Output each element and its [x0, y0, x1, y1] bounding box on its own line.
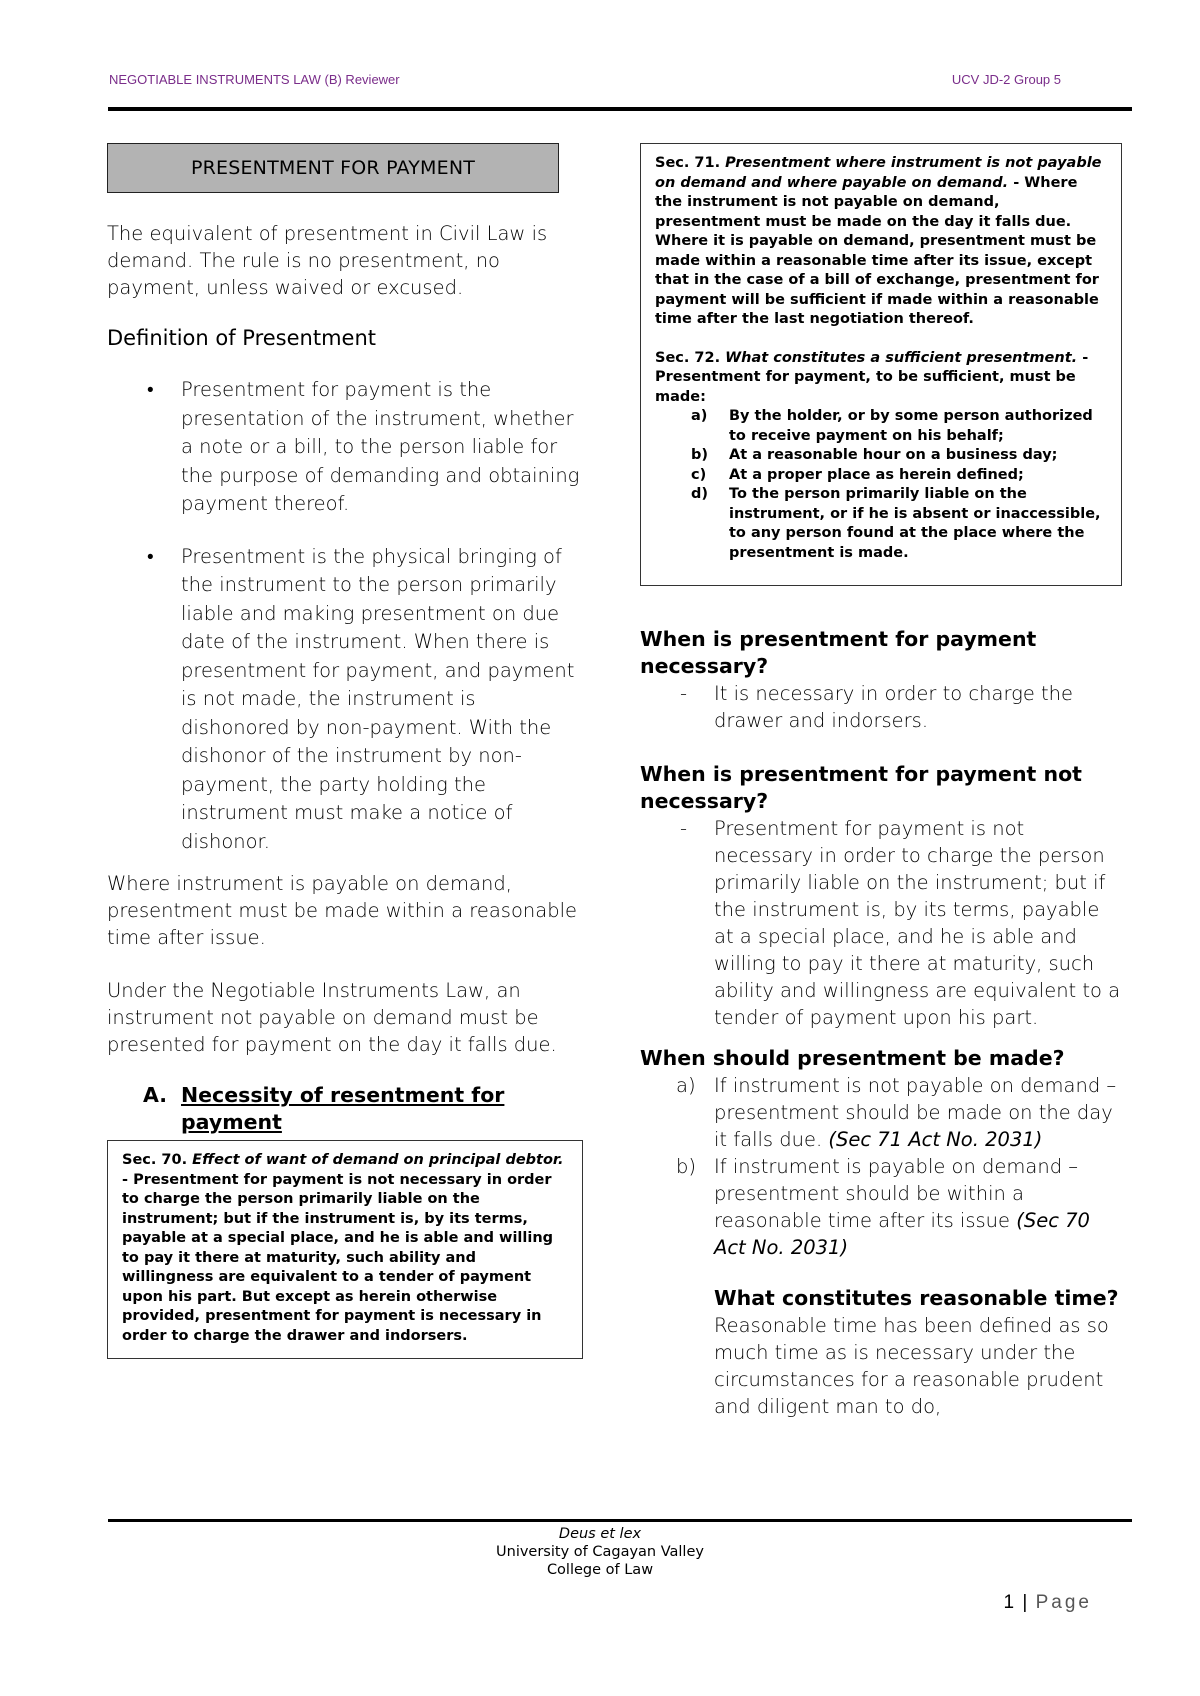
- sec70-title: Effect of want of demand on principal debtor.: [187, 1152, 564, 1168]
- answer-item: [640, 815, 1123, 1031]
- sec72-text: [655, 349, 1109, 408]
- sec70-box: [107, 1140, 583, 1359]
- header-doc-title: NEGOTIABLE INSTRUMENTS LAW (B) Reviewer: [109, 72, 400, 87]
- sec71-body: - Where the instrument is not payable on demand, presentment must be made on the day it falls due. Where it is payable on demand, presentment must be made within a reasonable time after its issue, except that in the case of a bill of exchange, presentment for payment will be sufficient if made within a reasonable time after the last negotiation thereof.: [655, 174, 1099, 327]
- item-text: To the person primarily liable on the instrument, or if he is absent or inaccessible, to any person found at the place where the presentment is made.: [729, 486, 1101, 561]
- bullet-text: Presentment is the physical bringing of the instrument to the person primarily liable and making presentment on due date of the instrument. When there is presentment for payment, and payment is not made, the instrument is dishonored by non-payment. With the dishonor of the instrument by non-payment, the party holding the instrument must make a notice of dishonor.: [181, 544, 575, 853]
- left-column: [107, 143, 587, 1359]
- footer-college: College of Law: [546, 1562, 654, 1578]
- item-letter: b): [691, 447, 709, 463]
- page-number-value: 1: [1003, 1592, 1015, 1613]
- answer-text: It is necessary in order to charge the drawer and indorsers.: [714, 682, 1074, 732]
- answer-necessary: [640, 680, 1123, 734]
- dash-marker: -: [680, 682, 688, 705]
- bullet-text: Presentment for payment is the presentation of the instrument, whether a note or a bill, to the person liable for the purpose of demanding and obtaining payment thereof.: [181, 378, 580, 515]
- question-necessary: When is presentment for payment necessary?: [640, 627, 1037, 678]
- sec72-item: [655, 407, 1109, 446]
- footer-motto: Deus et lex: [558, 1526, 642, 1542]
- answer-text: If instrument is payable on demand – presentment should be within a reasonable time after its issue: [714, 1155, 1079, 1232]
- answer-item: [640, 1072, 1123, 1153]
- sec72-body: - Presentment for payment, to be sufficient, must be made:: [655, 349, 1089, 405]
- sec71-title: Presentment where instrument is not payable on demand and where payable on demand.: [655, 155, 1102, 191]
- dash-marker: -: [680, 817, 688, 840]
- header-rule: [108, 107, 1132, 111]
- item-letter: a): [676, 1074, 696, 1097]
- citation: (Sec 71 Act No. 2031): [828, 1128, 1043, 1151]
- item-letter: b): [676, 1155, 696, 1178]
- sec72-number: Sec. 72.: [655, 349, 721, 366]
- answer-text: Presentment for payment is not necessary in order to charge the person primarily liable on the instrument; but if the instrument is, by its terms, payable at a special place, and he is able and willing to pay it there at maturity, such ability and willingness are equivalent to a tender of payment upon his part.: [714, 817, 1121, 1029]
- definition-bullet-2: [107, 543, 587, 857]
- answer-reasonable-time: Reasonable time has been defined as so much time as is necessary under the circumstances for a reasonable prudent and diligent man to do,: [714, 1314, 1109, 1418]
- sec71-72-box: [640, 143, 1122, 586]
- question-not-necessary: When is presentment for payment not necessary?: [640, 762, 1082, 813]
- intro-paragraph: The equivalent of presentment in Civil Law is demand. The rule is no presentment, no payment, unless waived or excused.: [107, 222, 548, 299]
- sec72-items: [655, 407, 1109, 563]
- question-when-made: When should presentment be made?: [640, 1046, 1065, 1070]
- sec72-title: What constitutes a sufficient presentment.: [720, 349, 1078, 366]
- section-title: PRESENTMENT FOR PAYMENT: [190, 157, 476, 179]
- nil-paragraph: Under the Negotiable Instruments Law, an instrument not payable on demand must be presented for payment on the day it falls due.: [107, 979, 557, 1056]
- answer-item: [640, 1153, 1123, 1261]
- definition-heading: Definition of Presentment: [107, 326, 376, 350]
- sec70-number: Sec. 70.: [122, 1152, 188, 1168]
- answer-item: [640, 680, 1123, 734]
- item-text: By the holder, or by some person authorized to receive payment on his behalf;: [729, 408, 1093, 444]
- answer-not-necessary: [640, 815, 1123, 1031]
- section-title-box: [107, 143, 559, 193]
- answer-text: If instrument is not payable on demand – presentment should be made on the day it falls due.: [714, 1074, 1117, 1151]
- definition-bullets: [107, 376, 587, 856]
- page-separator: |: [1022, 1592, 1028, 1613]
- section-a-title: Necessity of resentment for payment: [181, 1083, 505, 1134]
- question-reasonable-time: What constitutes reasonable time?: [714, 1286, 1119, 1310]
- item-letter: a): [691, 408, 708, 424]
- demand-paragraph: Where instrument is payable on demand, presentment must be made within a reasonable time after issue.: [107, 872, 577, 949]
- sec72-item: [655, 446, 1109, 466]
- footer-rule: [108, 1519, 1132, 1522]
- bullet-dot: •: [147, 379, 154, 401]
- citation: (Sec 70 Act No. 2031): [714, 1209, 1090, 1259]
- footer: [0, 1525, 1200, 1579]
- footer-university: University of Cagayan Valley: [496, 1544, 704, 1560]
- sec71-text: [655, 154, 1109, 330]
- item-text: At a reasonable hour on a business day;: [729, 447, 1058, 463]
- header-group-label: UCV JD-2 Group 5: [951, 72, 1061, 87]
- definition-bullet-1: [107, 376, 587, 519]
- page-word: Page: [1035, 1592, 1092, 1613]
- page-number: [1004, 1592, 1092, 1614]
- section-a-heading: [107, 1082, 587, 1136]
- section-a-letter: A.: [143, 1083, 168, 1107]
- item-letter: d): [691, 486, 709, 502]
- right-column: [640, 143, 1123, 1420]
- bullet-dot: •: [147, 545, 154, 568]
- sec72-item: [655, 466, 1109, 486]
- sec72-item: [655, 485, 1109, 563]
- answer-when-made: [640, 1072, 1123, 1261]
- reasonable-time-block: [640, 1285, 1123, 1420]
- sec71-number: Sec. 71.: [655, 155, 721, 171]
- item-letter: c): [691, 466, 707, 483]
- sec70-body: - Presentment for payment is not necessary in order to charge the person primarily liable on the instrument; but if the instrument is, by its terms, payable at a special place, and he is able and willing to pay it there at maturity, such ability and willingness are equivalent to a tender of payment upon his part. But except as herein otherwise provided, presentment for payment is necessary in order to charge the drawer and indorsers.: [122, 1171, 554, 1344]
- item-text: At a proper place as herein defined;: [729, 466, 1024, 483]
